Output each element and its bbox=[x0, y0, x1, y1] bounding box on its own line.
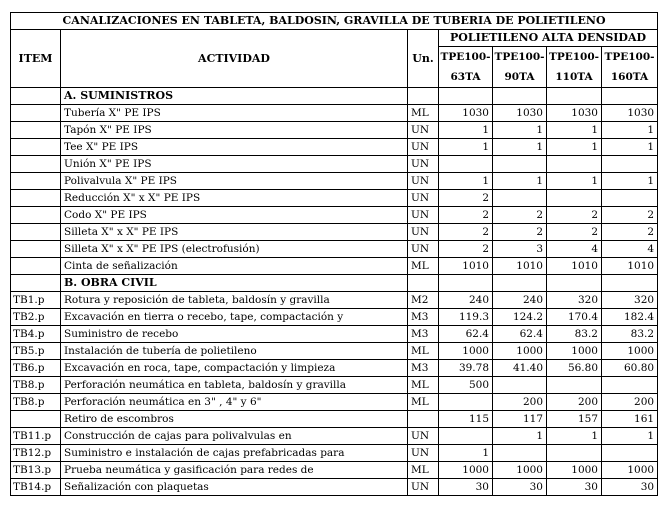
quantity-cell: 30 bbox=[547, 479, 602, 496]
table-row bbox=[11, 224, 658, 241]
item-cell: TB12.p bbox=[11, 445, 61, 462]
table-row bbox=[11, 428, 658, 445]
quantity-cell: 83.2 bbox=[547, 326, 602, 343]
quantity-cell: 2 bbox=[602, 207, 658, 224]
activity-cell: Polivalvula X" PE IPS bbox=[61, 173, 408, 190]
quantity-cell: 4 bbox=[602, 241, 658, 258]
material-group-header: POLIETILENO ALTA DENSIDAD bbox=[439, 30, 658, 47]
quantity-cell: 1000 bbox=[493, 343, 547, 360]
unit-cell: ML bbox=[408, 462, 439, 479]
quantity-cell: 1000 bbox=[602, 343, 658, 360]
quantity-cell: 500 bbox=[439, 377, 493, 394]
activity-cell: Suministro de recebo bbox=[61, 326, 408, 343]
actividad-header: ACTIVIDAD bbox=[61, 30, 408, 88]
item-cell: TB6.p bbox=[11, 360, 61, 377]
quantity-cell: 1000 bbox=[439, 462, 493, 479]
quantity-cell: 1 bbox=[439, 445, 493, 462]
quantity-cell: 200 bbox=[493, 394, 547, 411]
unit-cell: UN bbox=[408, 173, 439, 190]
table-row bbox=[11, 411, 658, 428]
table-row bbox=[11, 309, 658, 326]
activity-cell: Instalación de tubería de polietileno bbox=[61, 343, 408, 360]
quantity-cell: 83.2 bbox=[602, 326, 658, 343]
item-cell bbox=[11, 207, 61, 224]
header-row bbox=[11, 30, 658, 47]
table-row bbox=[11, 156, 658, 173]
quantity-cell: 4 bbox=[547, 241, 602, 258]
quantity-cell bbox=[602, 445, 658, 462]
item-cell: TB14.p bbox=[11, 479, 61, 496]
section-title-obra-civil: B. OBRA CIVIL bbox=[61, 275, 408, 292]
quantity-cell: 41.40 bbox=[493, 360, 547, 377]
quantity-cell: 1010 bbox=[493, 258, 547, 275]
quantity-cell: 1000 bbox=[602, 462, 658, 479]
activity-cell: Tee X" PE IPS bbox=[61, 139, 408, 156]
quantity-cell bbox=[602, 156, 658, 173]
quantity-cell: 200 bbox=[547, 394, 602, 411]
unit-cell: ML bbox=[408, 394, 439, 411]
quantity-cell: 124.2 bbox=[493, 309, 547, 326]
activity-cell: Cinta de señalización bbox=[61, 258, 408, 275]
section-row bbox=[11, 88, 658, 105]
quantity-cell: 2 bbox=[602, 224, 658, 241]
section-title-suministros: A. SUMINISTROS bbox=[61, 88, 408, 105]
quantity-cell bbox=[439, 428, 493, 445]
quantity-cell: 1 bbox=[602, 173, 658, 190]
quantity-cell: 2 bbox=[439, 241, 493, 258]
table-row bbox=[11, 105, 658, 122]
quantity-cell: 1 bbox=[493, 122, 547, 139]
quantity-cell: 1000 bbox=[493, 462, 547, 479]
quantity-cell: 60.80 bbox=[602, 360, 658, 377]
code-header: TPE100- 160TA bbox=[602, 47, 658, 88]
quantity-cell bbox=[439, 156, 493, 173]
quantity-cell: 1000 bbox=[547, 462, 602, 479]
quantity-cell: 1030 bbox=[547, 105, 602, 122]
quantity-cell: 320 bbox=[547, 292, 602, 309]
item-cell bbox=[11, 258, 61, 275]
item-cell bbox=[11, 173, 61, 190]
quantity-cell: 320 bbox=[602, 292, 658, 309]
quantity-cell: 1 bbox=[602, 428, 658, 445]
quantity-cell: 2 bbox=[493, 207, 547, 224]
unit-cell: M3 bbox=[408, 360, 439, 377]
activity-cell: Tubería X" PE IPS bbox=[61, 105, 408, 122]
item-cell bbox=[11, 224, 61, 241]
activity-cell: Reducción X" x X" PE IPS bbox=[61, 190, 408, 207]
table-row bbox=[11, 241, 658, 258]
code-header: TPE100- 90TA bbox=[493, 47, 547, 88]
unidad-header: Un. bbox=[408, 30, 439, 88]
quantity-cell: 2 bbox=[439, 207, 493, 224]
activity-cell: Codo X" PE IPS bbox=[61, 207, 408, 224]
quantity-cell: 1 bbox=[547, 122, 602, 139]
table-row bbox=[11, 326, 658, 343]
activity-cell: Tapón X" PE IPS bbox=[61, 122, 408, 139]
quantity-cell: 1010 bbox=[547, 258, 602, 275]
quantity-cell: 62.4 bbox=[439, 326, 493, 343]
activity-cell: Silleta X" x X" PE IPS bbox=[61, 224, 408, 241]
item-header: ITEM bbox=[11, 30, 61, 88]
quantity-cell: 1030 bbox=[493, 105, 547, 122]
item-cell: TB5.p bbox=[11, 343, 61, 360]
quantity-cell: 117 bbox=[493, 411, 547, 428]
table-row bbox=[11, 445, 658, 462]
quantity-cell: 62.4 bbox=[493, 326, 547, 343]
quantity-cell: 2 bbox=[439, 190, 493, 207]
quantity-cell: 200 bbox=[602, 394, 658, 411]
unit-cell: ML bbox=[408, 377, 439, 394]
unit-cell: UN bbox=[408, 445, 439, 462]
unit-cell: ML bbox=[408, 343, 439, 360]
quantity-cell: 30 bbox=[439, 479, 493, 496]
table-row bbox=[11, 292, 658, 309]
unit-cell: M3 bbox=[408, 326, 439, 343]
quantity-cell: 119.3 bbox=[439, 309, 493, 326]
unit-cell bbox=[408, 411, 439, 428]
activity-cell: Excavación en roca, tape, compactación y limpieza bbox=[61, 360, 408, 377]
quantity-cell: 1 bbox=[493, 428, 547, 445]
quantity-cell bbox=[493, 445, 547, 462]
table-row bbox=[11, 122, 658, 139]
item-cell bbox=[11, 105, 61, 122]
item-cell bbox=[11, 122, 61, 139]
table-row bbox=[11, 360, 658, 377]
table-row bbox=[11, 173, 658, 190]
item-cell: TB13.p bbox=[11, 462, 61, 479]
quantity-cell bbox=[547, 190, 602, 207]
activity-cell: Señalización con plaquetas bbox=[61, 479, 408, 496]
unit-cell: UN bbox=[408, 190, 439, 207]
item-cell bbox=[11, 156, 61, 173]
quantity-cell: 1 bbox=[547, 173, 602, 190]
quantity-cell bbox=[602, 377, 658, 394]
quantity-cell: 1 bbox=[493, 173, 547, 190]
quantity-cell: 1030 bbox=[602, 105, 658, 122]
quantity-cell: 1 bbox=[493, 139, 547, 156]
quantity-cell: 1000 bbox=[547, 343, 602, 360]
quantity-cell: 30 bbox=[602, 479, 658, 496]
unit-cell: UN bbox=[408, 428, 439, 445]
quantity-cell: 240 bbox=[439, 292, 493, 309]
quantity-cell: 1 bbox=[439, 173, 493, 190]
quantity-cell: 1010 bbox=[439, 258, 493, 275]
quantity-cell: 1000 bbox=[439, 343, 493, 360]
quantity-cell: 2 bbox=[493, 224, 547, 241]
quantity-cell: 157 bbox=[547, 411, 602, 428]
quantity-cell: 30 bbox=[493, 479, 547, 496]
quantity-cell bbox=[547, 445, 602, 462]
table-row bbox=[11, 190, 658, 207]
item-cell: TB1.p bbox=[11, 292, 61, 309]
unit-cell: UN bbox=[408, 139, 439, 156]
quantity-cell: 1030 bbox=[439, 105, 493, 122]
table-title: CANALIZACIONES EN TABLETA, BALDOSIN, GRAVILLA DE TUBERIA DE POLIETILENO bbox=[11, 13, 658, 30]
item-cell: TB4.p bbox=[11, 326, 61, 343]
quantity-cell: 1 bbox=[602, 122, 658, 139]
quantity-cell: 115 bbox=[439, 411, 493, 428]
quantity-cell: 3 bbox=[493, 241, 547, 258]
item-cell bbox=[11, 139, 61, 156]
quantity-cell: 39.78 bbox=[439, 360, 493, 377]
unit-cell: UN bbox=[408, 241, 439, 258]
quantity-cell: 2 bbox=[547, 207, 602, 224]
quantity-cell: 1 bbox=[547, 139, 602, 156]
quantity-cell: 161 bbox=[602, 411, 658, 428]
quantity-cell bbox=[439, 394, 493, 411]
item-cell bbox=[11, 241, 61, 258]
unit-cell: UN bbox=[408, 207, 439, 224]
item-cell bbox=[11, 411, 61, 428]
activity-cell: Rotura y reposición de tableta, baldosín y gravilla bbox=[61, 292, 408, 309]
table-row bbox=[11, 343, 658, 360]
unit-cell: M2 bbox=[408, 292, 439, 309]
activity-cell: Retiro de escombros bbox=[61, 411, 408, 428]
quantity-cell: 1 bbox=[439, 139, 493, 156]
quantity-cell bbox=[547, 156, 602, 173]
quantity-cell: 2 bbox=[547, 224, 602, 241]
activity-cell: Unión X" PE IPS bbox=[61, 156, 408, 173]
item-cell: TB11.p bbox=[11, 428, 61, 445]
quantity-cell: 2 bbox=[439, 224, 493, 241]
quantity-cell: 1 bbox=[547, 428, 602, 445]
unit-cell: UN bbox=[408, 479, 439, 496]
item-cell: TB2.p bbox=[11, 309, 61, 326]
table-row bbox=[11, 377, 658, 394]
quantity-cell bbox=[602, 190, 658, 207]
activity-cell: Construcción de cajas para polivalvulas en bbox=[61, 428, 408, 445]
activity-cell: Suministro e instalación de cajas prefabricadas para bbox=[61, 445, 408, 462]
activity-cell: Prueba neumática y gasificación para redes de bbox=[61, 462, 408, 479]
quantity-cell: 182.4 bbox=[602, 309, 658, 326]
code-header: TPE100- 63TA bbox=[439, 47, 493, 88]
activity-cell: Perforación neumática en tableta, baldosín y gravilla bbox=[61, 377, 408, 394]
quantity-cell bbox=[493, 377, 547, 394]
code-header: TPE100- 110TA bbox=[547, 47, 602, 88]
table-row bbox=[11, 479, 658, 496]
unit-cell: ML bbox=[408, 258, 439, 275]
item-cell: TB8.p bbox=[11, 377, 61, 394]
activity-cell: Perforación neumática en 3" , 4" y 6" bbox=[61, 394, 408, 411]
table-row bbox=[11, 394, 658, 411]
activity-cell: Silleta X" x X" PE IPS (electrofusión) bbox=[61, 241, 408, 258]
activity-cell: Excavación en tierra o recebo, tape, compactación y bbox=[61, 309, 408, 326]
unit-cell: UN bbox=[408, 122, 439, 139]
quantity-cell bbox=[547, 377, 602, 394]
quantity-cell: 1 bbox=[602, 139, 658, 156]
quantity-cell bbox=[493, 190, 547, 207]
quantity-cell bbox=[493, 156, 547, 173]
item-cell bbox=[11, 190, 61, 207]
quantity-cell: 1 bbox=[439, 122, 493, 139]
quantities-table bbox=[10, 12, 658, 496]
table-row bbox=[11, 139, 658, 156]
quantity-cell: 56.80 bbox=[547, 360, 602, 377]
unit-cell: M3 bbox=[408, 309, 439, 326]
quantity-cell: 170.4 bbox=[547, 309, 602, 326]
section-row bbox=[11, 275, 658, 292]
unit-cell: ML bbox=[408, 105, 439, 122]
quantity-cell: 1010 bbox=[602, 258, 658, 275]
table-row bbox=[11, 207, 658, 224]
table-row bbox=[11, 258, 658, 275]
title-row bbox=[11, 13, 658, 30]
quantity-cell: 240 bbox=[493, 292, 547, 309]
item-cell: TB8.p bbox=[11, 394, 61, 411]
table-row bbox=[11, 462, 658, 479]
unit-cell: UN bbox=[408, 156, 439, 173]
unit-cell: UN bbox=[408, 224, 439, 241]
